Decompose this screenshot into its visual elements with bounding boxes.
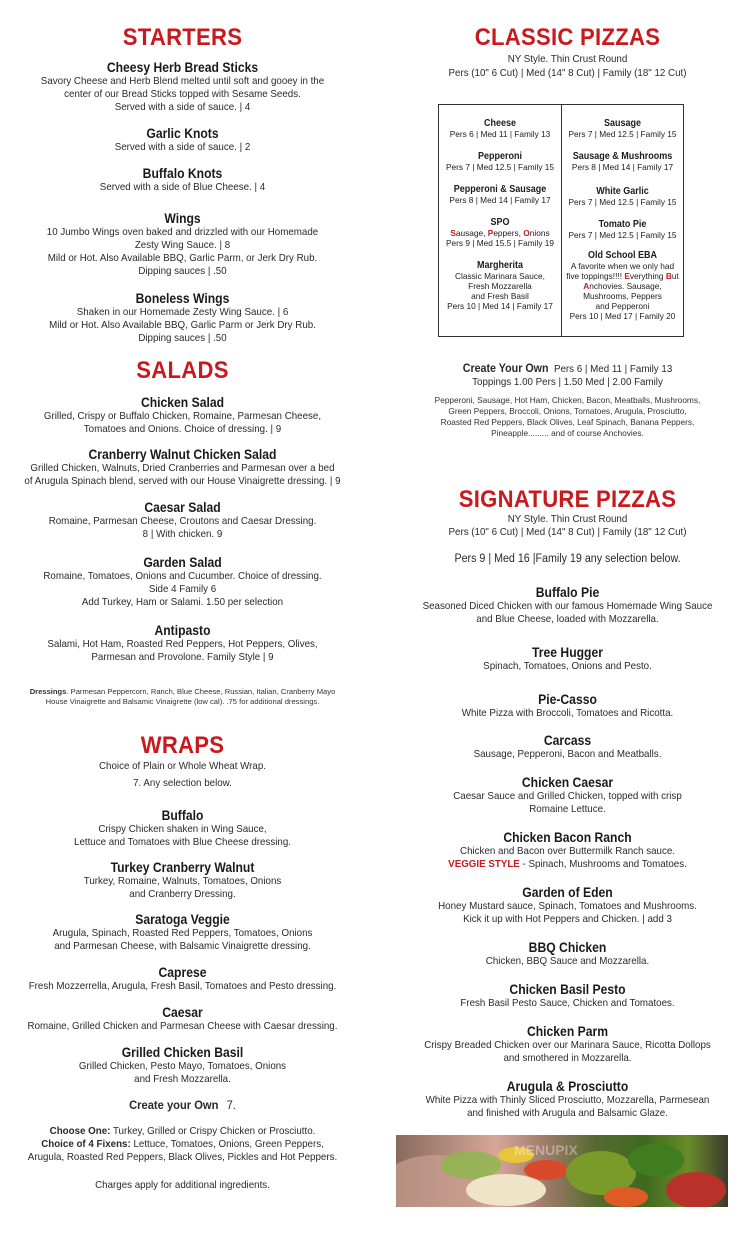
signature-pizzas-prices: Pers 9 | Med 16 |Family 19 any selection below. [454, 553, 681, 565]
food-photo [396, 1135, 728, 1207]
starter-item: Buffalo Knots Served with a side of Blue Cheese. | 4 [99, 166, 266, 193]
wrap-item: Turkey Cranberry Walnut Turkey, Romaine, Walnuts, Tomatoes, Onions and Cranberry Dressing. [83, 860, 282, 900]
signature-item: Chicken Parm Crispy Breaded Chicken over our Marinara Sauce, Ricotta Dollops and smothered in Mozzarella. [424, 1024, 711, 1064]
pizza-cell: Pepperoni & Sausage Pers 8 | Med 14 | Family 17 [449, 184, 551, 205]
pizza-cell: Sausage & Mushrooms Pers 8 | Med 14 | Family 17 [571, 151, 674, 172]
veggie-style-label: VEGGIE STYLE [448, 858, 520, 870]
toppings-list: Pepperoni, Sausage, Hot Ham, Chicken, Bacon, Meatballs, Mushrooms, Green Peppers, Broccoli, Onions, Tomatoes, Arugula, Prosciutto, Roasted Red Peppers, Black Olives, Leaf Spinach, Banana Peppers, Pineapple......... and of course Anchovies. [434, 395, 701, 438]
wrap-item: Caprese Fresh Mozzerrella, Arugula, Fresh Basil, Tomatoes and Pesto dressing. [28, 965, 337, 992]
pizza-cell: White Garlic Pers 7 | Med 12.5 | Family 15 [568, 186, 677, 207]
salad-item: Chicken Salad Grilled, Crispy or Buffalo Chicken, Romaine, Parmesan Cheese, Tomatoes and Onions. Choice of dressing. | 9 [43, 395, 322, 435]
create-your-own-pizza: Create Your Own Pers 6 | Med 11 | Family 13 Toppings 1.00 Pers | 1.50 Med | 2.00 Family [462, 363, 673, 388]
watermark-text: MENUPIX [514, 1142, 578, 1158]
salad-item: Antipasto Salami, Hot Ham, Roasted Red Peppers, Hot Peppers, Olives, Parmesan and Provolone. Family Style | 9 [47, 623, 318, 663]
wrap-item: Grilled Chicken Basil Grilled Chicken, Pesto Mayo, Tomatoes, Onions and Fresh Mozzarella. [78, 1045, 287, 1085]
pizza-cell: Pepperoni Pers 7 | Med 12.5 | Family 15 [445, 151, 555, 172]
signature-pizzas-title: SIGNATURE PIZZAS [458, 486, 677, 513]
signature-item: Chicken Caesar Caesar Sauce and Grilled Chicken, topped with crisp Romaine Lettuce. [453, 775, 682, 815]
signature-item: BBQ Chicken Chicken, BBQ Sauce and Mozzarella. [485, 940, 650, 967]
create-your-own-wrap [0, 1099, 365, 1113]
salad-item: Garden Salad Romaine, Tomatoes, Onions and Cucumber. Choice of dressing. Side 4 Family 6 Add Turkey, Ham or Salami. 1.50 per selection [43, 555, 322, 608]
signature-item: Chicken Basil Pesto Fresh Basil Pesto Sauce, Chicken and Tomatoes. [460, 982, 675, 1009]
signature-item: Garden of Eden Honey Mustard sauce, Spinach, Tomatoes and Mushrooms. Kick it up with Hot Peppers and Chicken. | add 3 [438, 885, 697, 925]
dressings-note: Dressings. Parmesan Peppercorn, Ranch, Blue Cheese, Russian, Italian, Cranberry Mayo House Vinaigrette and Balsamic Vinaigrette (low cal). .75 for additional dressings. [29, 687, 336, 706]
classic-pizzas-style: NY Style. Thin Crust Round Pers (10" 6 Cut) | Med (14" 8 Cut) | Family (18" 12 Cut) [448, 53, 687, 79]
pizza-cell: Sausage Pers 7 | Med 12.5 | Family 15 [568, 118, 677, 139]
signature-item: Tree Hugger Spinach, Tomatoes, Onions and Pesto. [483, 645, 652, 672]
starter-item: Cheesy Herb Bread Sticks Savory Cheese and Herb Blend melted until soft and gooey in the center of our Bread Sticks topped with Sesame Seeds. Served with a side of sauce. | 4 [40, 60, 325, 113]
salads-title: SALADS [136, 357, 229, 384]
salad-item: Cranberry Walnut Chicken Salad Grilled Chicken, Walnuts, Dried Cranberries and Parmesan over a bed of Arugula Spinach blend, served with our House Vinaigrette dressing. | 9 [24, 447, 341, 487]
wrap-item: Saratoga Veggie Arugula, Spinach, Roasted Red Peppers, Tomatoes, Onions and Parmesan Cheese, with Balsamic Vinaigrette dressing. [52, 912, 313, 952]
wraps-title: WRAPS [140, 732, 225, 759]
starter-item: Wings 10 Jumbo Wings oven baked and drizzled with our Homemade Zesty Wing Sauce. | 8 Mild or Hot. Also Available BBQ, Garlic Parm, or Jerk Dry Rub. Dipping sauces | .50 [46, 211, 319, 277]
wraps-intro: Choice of Plain or Whole Wheat Wrap. 7. Any selection below. [99, 760, 266, 789]
create-your-own-price: 7. [226, 1098, 236, 1112]
pizza-cell: SPO Sausage, Peppers, Onions Pers 9 | Med 15.5 | Family 19 [445, 217, 555, 248]
fixens-label: Choice of 4 Fixens: [41, 1138, 131, 1150]
wrap-fixens: Choose One: Turkey, Grilled or Crispy Chicken or Prosciutto. Choice of 4 Fixens: Lettuce, Tomatoes, Onions, Green Peppers, Arugula, Roasted Red Peppers, Black Olives, Pickles and Hot Peppers. [27, 1125, 338, 1163]
starter-item: Garlic Knots Served with a side of sauce. | 2 [114, 126, 251, 153]
classic-pizzas-title: CLASSIC PIZZAS [474, 24, 661, 51]
charges-note: Charges apply for additional ingredients. [95, 1179, 270, 1191]
pizza-cell: Old School EBA A favorite when we only had five toppings!!!! Everything But Anchovies. Sausage, Mushrooms, Peppers and Pepperoni Pers 10 | Med 17 | Family 20 [566, 250, 679, 321]
pizza-cell: Cheese Pers 6 | Med 11 | Family 13 [449, 118, 551, 139]
wrap-item: Buffalo Crispy Chicken shaken in Wing Sauce, Lettuce and Tomatoes with Blue Cheese dressing. [74, 808, 291, 848]
create-your-own-label: Create your Own [129, 1098, 219, 1112]
food-photo-art [396, 1135, 728, 1207]
signature-item: Buffalo Pie Seasoned Diced Chicken with our famous Homemade Wing Sauce and Blue Cheese, loaded with Mozzarella. [422, 585, 713, 625]
starter-item: Boneless Wings Shaken in our Homemade Zesty Wing Sauce. | 6 Mild or Hot. Also Available BBQ, Garlic Parm or Jerk Dry Rub. Dipping sauces | .50 [49, 291, 316, 344]
signature-item: Chicken Bacon Ranch Chicken and Bacon over Buttermilk Ranch sauce. VEGGIE STYLE - Spinach, Mushrooms and Tomatoes. [448, 830, 687, 870]
signature-item: Pie-Casso White Pizza with Broccoli, Tomatoes and Ricotta. [461, 692, 674, 719]
signature-item: Arugula & Prosciutto White Pizza with Thinly Sliced Prosciutto, Mozzarella, Parmesean and finished with Arugula and Balsamic Glaze. [425, 1079, 710, 1119]
pizza-table-right-column [561, 105, 683, 336]
signature-pizzas-style: NY Style. Thin Crust Round Pers (10" 6 Cut) | Med (14" 8 Cut) | Family (18" 12 Cut) [448, 513, 687, 538]
dressings-label: Dressings [29, 687, 67, 696]
pizza-cell: Margherita Classic Marinara Sauce, Fresh Mozzarella and Fresh Basil Pers 10 | Med 14 | Family 17 [447, 260, 553, 311]
pizza-table-left-column [439, 105, 561, 336]
create-your-own-pizza-label: Create Your Own [462, 363, 549, 375]
salad-item: Caesar Salad Romaine, Parmesan Cheese, Croutons and Caesar Dressing. 8 | With chicken. 9 [48, 500, 317, 540]
pizza-cell: Tomato Pie Pers 7 | Med 12.5 | Family 15 [568, 219, 677, 240]
classic-pizza-table [438, 104, 684, 337]
wrap-item: Caesar Romaine, Grilled Chicken and Parmesan Cheese with Caesar dressing. [27, 1005, 338, 1032]
starters-title: STARTERS [122, 24, 243, 51]
signature-item: Carcass Sausage, Pepperoni, Bacon and Meatballs. [473, 733, 662, 760]
choose-one-label: Choose One: [49, 1125, 111, 1137]
